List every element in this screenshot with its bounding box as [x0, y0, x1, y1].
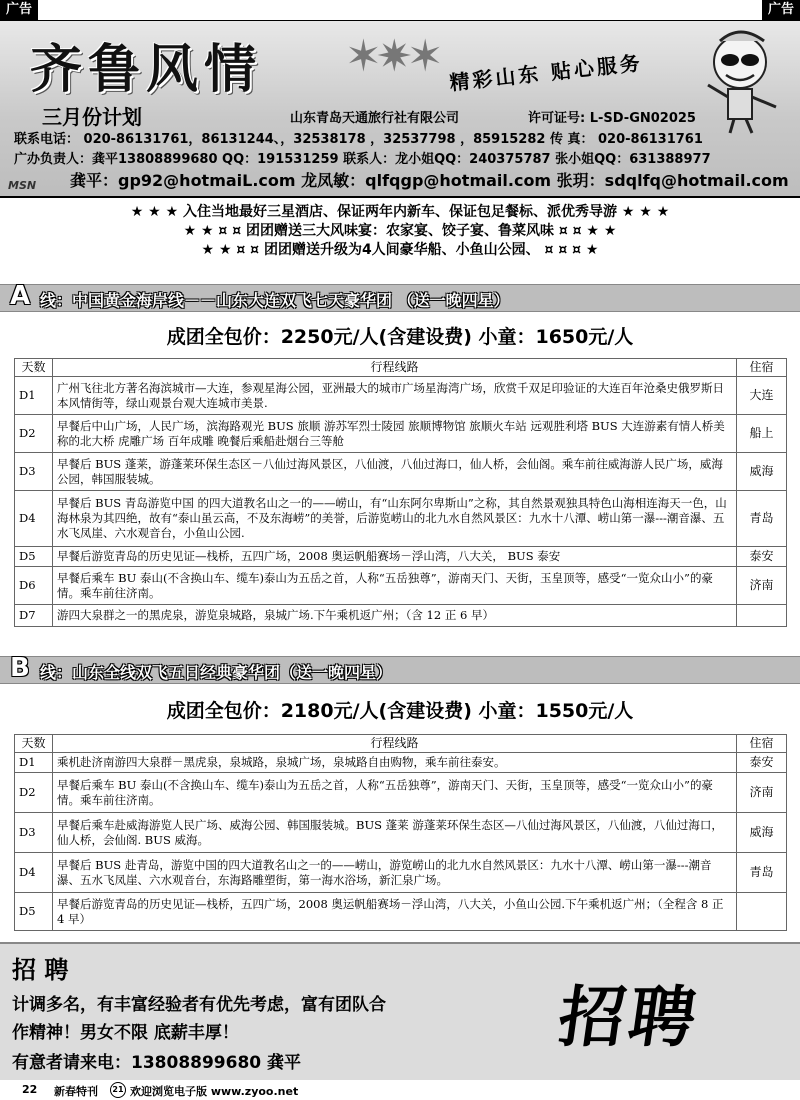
row-stay: 青岛 — [737, 491, 787, 547]
ad-tag-left: 广告 — [0, 0, 38, 20]
star-decoration-icon: ✶✷✶ — [345, 31, 438, 82]
msn-line: 龚平：gp92@hotmaiL.com 龙凤敏：qlfqgp@hotmail.com 张玥：sdqlfq@hotmail.com — [70, 171, 789, 190]
promo-line-2: ★ ★ ¤ ¤ 团团赠送三大风味宴：农家宴、饺子宴、鲁菜风味 ¤ ¤ ★ ★ — [183, 223, 617, 239]
row-day: D2 — [15, 773, 53, 813]
row-text: 早餐后游览青岛的历史见证—栈桥，五四广场，2008 奥运帆船赛场－浮山湾，八大关，小鱼山公园.下午乘机返广州；（全程含 8 正 4 早） — [53, 893, 737, 931]
msn-icon: MSN — [8, 179, 37, 192]
page-number: 22 — [22, 1083, 38, 1096]
issue-label: 新春特刊 — [54, 1085, 98, 1098]
row-stay: 泰安 — [737, 547, 787, 567]
row-day: D3 — [15, 453, 53, 491]
recruit-title: 招 聘 — [12, 956, 69, 984]
row-text: 乘机赴济南游四大泉群－黑虎泉，泉城路，泉城广场，泉城路自由购物，乘车前往泰安。 — [53, 753, 737, 773]
row-day: D4 — [15, 853, 53, 893]
ad-tag-right: 广告 — [762, 0, 800, 20]
col-day: 天数 — [15, 359, 53, 377]
footer-website: 欢迎浏览电子版 www.zyoo.net — [130, 1085, 299, 1098]
col-day: 天数 — [15, 735, 53, 753]
table-row — [15, 415, 787, 453]
row-stay: 船上 — [737, 415, 787, 453]
table-row — [15, 853, 787, 893]
row-stay: 济南 — [737, 567, 787, 605]
table-row — [15, 773, 787, 813]
table-row — [15, 453, 787, 491]
row-day: D4 — [15, 491, 53, 547]
row-text: 游四大泉群之一的黑虎泉，游览泉城路，泉城广场.下午乘机返广州；（含 12 正 6 早） — [53, 605, 737, 627]
row-text: 早餐后 BUS 赴青岛，游览中国的四大道教名山之一的——崂山，游览崂山的北九水自然风景区：九水十八潭、崂山第一瀑---潮音瀑、五水飞凤崖、六水观音台，东海路雕塑街，第一海水浴场，新汇泉广场。 — [53, 853, 737, 893]
license-number: 许可证号: L-SD-GN02025 — [528, 111, 696, 126]
row-day: D5 — [15, 547, 53, 567]
route-b-header — [0, 653, 800, 684]
row-stay — [737, 605, 787, 627]
row-day: D5 — [15, 893, 53, 931]
row-day: D2 — [15, 415, 53, 453]
route-a-title: 线：中国黄金海岸线－－山东大连双飞七天豪华团 （送一晚四星） — [40, 291, 510, 310]
col-stay: 住宿 — [737, 735, 787, 753]
route-b-letter: B — [10, 653, 30, 683]
table-row — [15, 547, 787, 567]
route-b-itinerary-table — [14, 734, 787, 931]
row-day: D1 — [15, 753, 53, 773]
promo-line-3: ★ ★ ¤ ¤ 团团赠送升级为4人间豪华船、小鱼山公园、 ¤ ¤ ¤ ★ — [201, 242, 599, 258]
promo-line-1: ★ ★ ★ 入住当地最好三星酒店、保证两年内新车、保证包足餐标、派优秀导游 ★ ★ ★ — [130, 204, 670, 220]
table-header-row — [15, 735, 787, 753]
route-a-itinerary-table — [14, 358, 787, 627]
company-name: 山东青岛天通旅行社有限公司 — [290, 111, 460, 126]
slogan: 精彩山东 贴心服务 — [448, 50, 644, 95]
table-header-row — [15, 359, 787, 377]
recruit-brush-title: 招聘 — [553, 978, 705, 1056]
route-b-title: 线：山东全线双飞五日经典豪华团（送一晚四星） — [40, 663, 393, 682]
row-stay: 济南 — [737, 773, 787, 813]
row-stay: 威海 — [737, 813, 787, 853]
brand-title: 齐鲁风情 — [30, 39, 263, 100]
row-text: 早餐后 BUS 蓬莱，游蓬莱环保生态区－八仙过海风景区，八仙渡，八仙过海口，仙人桥，会仙阁。乘车前往威海游人民广场，威海公园，韩国服装城。 — [53, 453, 737, 491]
table-row — [15, 753, 787, 773]
route-a-header — [0, 281, 800, 312]
col-stay: 住宿 — [737, 359, 787, 377]
phone-line: 联系电话： 020-86131761，86131244、，32538178 ，32537798 ，85915282 传 真： 020-86131761 — [14, 132, 703, 147]
row-stay: 青岛 — [737, 853, 787, 893]
table-row — [15, 567, 787, 605]
recruitment-section — [0, 942, 800, 1080]
row-day: D1 — [15, 377, 53, 415]
table-row — [15, 893, 787, 931]
contact-line: 广办负责人：龚平13808899680 QQ：191531259 联系人：龙小姐QQ：240375787 张小姐QQ：631388977 — [14, 152, 711, 167]
row-text: 早餐后乘车赴威海游览人民广场、威海公园、韩国服装城。BUS 蓬莱 游蓬莱环保生态区—八仙过海风景区，八仙渡，八仙过海口，仙人桥，会仙阁. BUS 威海。 — [53, 813, 737, 853]
header-banner — [0, 20, 800, 198]
col-route: 行程线路 — [53, 735, 737, 753]
table-row — [15, 813, 787, 853]
table-row — [15, 377, 787, 415]
row-stay: 泰安 — [737, 753, 787, 773]
page-footer — [0, 1080, 800, 1100]
row-text: 早餐后乘车 BU 泰山(不含换山车、缆车)泰山为五岳之首，人称“五岳独尊”，游南天门、天街，玉皇顶等，感受“一览众山小”的豪情。乘车前往济南。 — [53, 567, 737, 605]
table-row — [15, 491, 787, 547]
mascot-icon — [690, 27, 790, 137]
table-row — [15, 605, 787, 627]
row-text: 早餐后 BUS 青岛游览中国 的四大道教名山之一的——崂山，有“山东阿尔卑斯山”之称，其自然景观独具特色山海相连海天一色，山海林泉为其四绝，故有“泰山虽云高，不及东海崂”的美誉，后游览崂山的北九水自然风景区：九水十八潭、崂山第一瀑---潮音瀑、五水飞凤崖、六水观音台，小鱼山公园. — [53, 491, 737, 547]
row-text: 早餐后游览青岛的历史见证—栈桥，五四广场，2008 奥运帆船赛场－浮山湾，八大关， BUS 泰安 — [53, 547, 737, 567]
row-stay: 大连 — [737, 377, 787, 415]
row-day: D6 — [15, 567, 53, 605]
col-route: 行程线路 — [53, 359, 737, 377]
recruit-line-1: 计调多名，有丰富经验者有优先考虑，富有团队合 — [12, 995, 386, 1015]
route-a-price: 成团全包价：2250元/人(含建设费) 小童：1650元/人 — [166, 326, 634, 348]
recruit-line-2: 作精神！男女不限 底薪丰厚！ — [12, 1023, 239, 1043]
row-day: D3 — [15, 813, 53, 853]
row-day: D7 — [15, 605, 53, 627]
row-text: 广州飞往北方著名海滨城市—大连，参观星海公园，亚洲最大的城市广场星海湾广场，欣赏千双足印验证的大连百年沧桑史俄罗斯日本风情街等，绿山观景台观大连城市美景. — [53, 377, 737, 415]
recruit-line-3: 有意者请来电：13808899680 龚平 — [12, 1053, 302, 1073]
route-a-letter: A — [10, 281, 31, 311]
row-stay: 威海 — [737, 453, 787, 491]
route-b-price: 成团全包价：2180元/人(含建设费) 小童：1550元/人 — [166, 700, 634, 722]
badge-icon: 21 — [110, 1082, 126, 1098]
row-text: 早餐后乘车 BU 泰山(不含换山车、缆车)泰山为五岳之首，人称“五岳独尊”，游南天门、天街，玉皇顶等，感受“一览众山小”的豪情。乘车前往济南。 — [53, 773, 737, 813]
plan-title: 三月份计划 — [42, 105, 142, 129]
row-stay — [737, 893, 787, 931]
row-text: 早餐后中山广场，人民广场，滨海路观光 BUS 旅顺 游苏军烈士陵园 旅顺博物馆 旅顺火车站 远观胜利塔 BUS 大连游素有情人桥美称的北大桥 虎雕广场 百年成雕 晚餐后乘船赴烟台三等舱 — [53, 415, 737, 453]
